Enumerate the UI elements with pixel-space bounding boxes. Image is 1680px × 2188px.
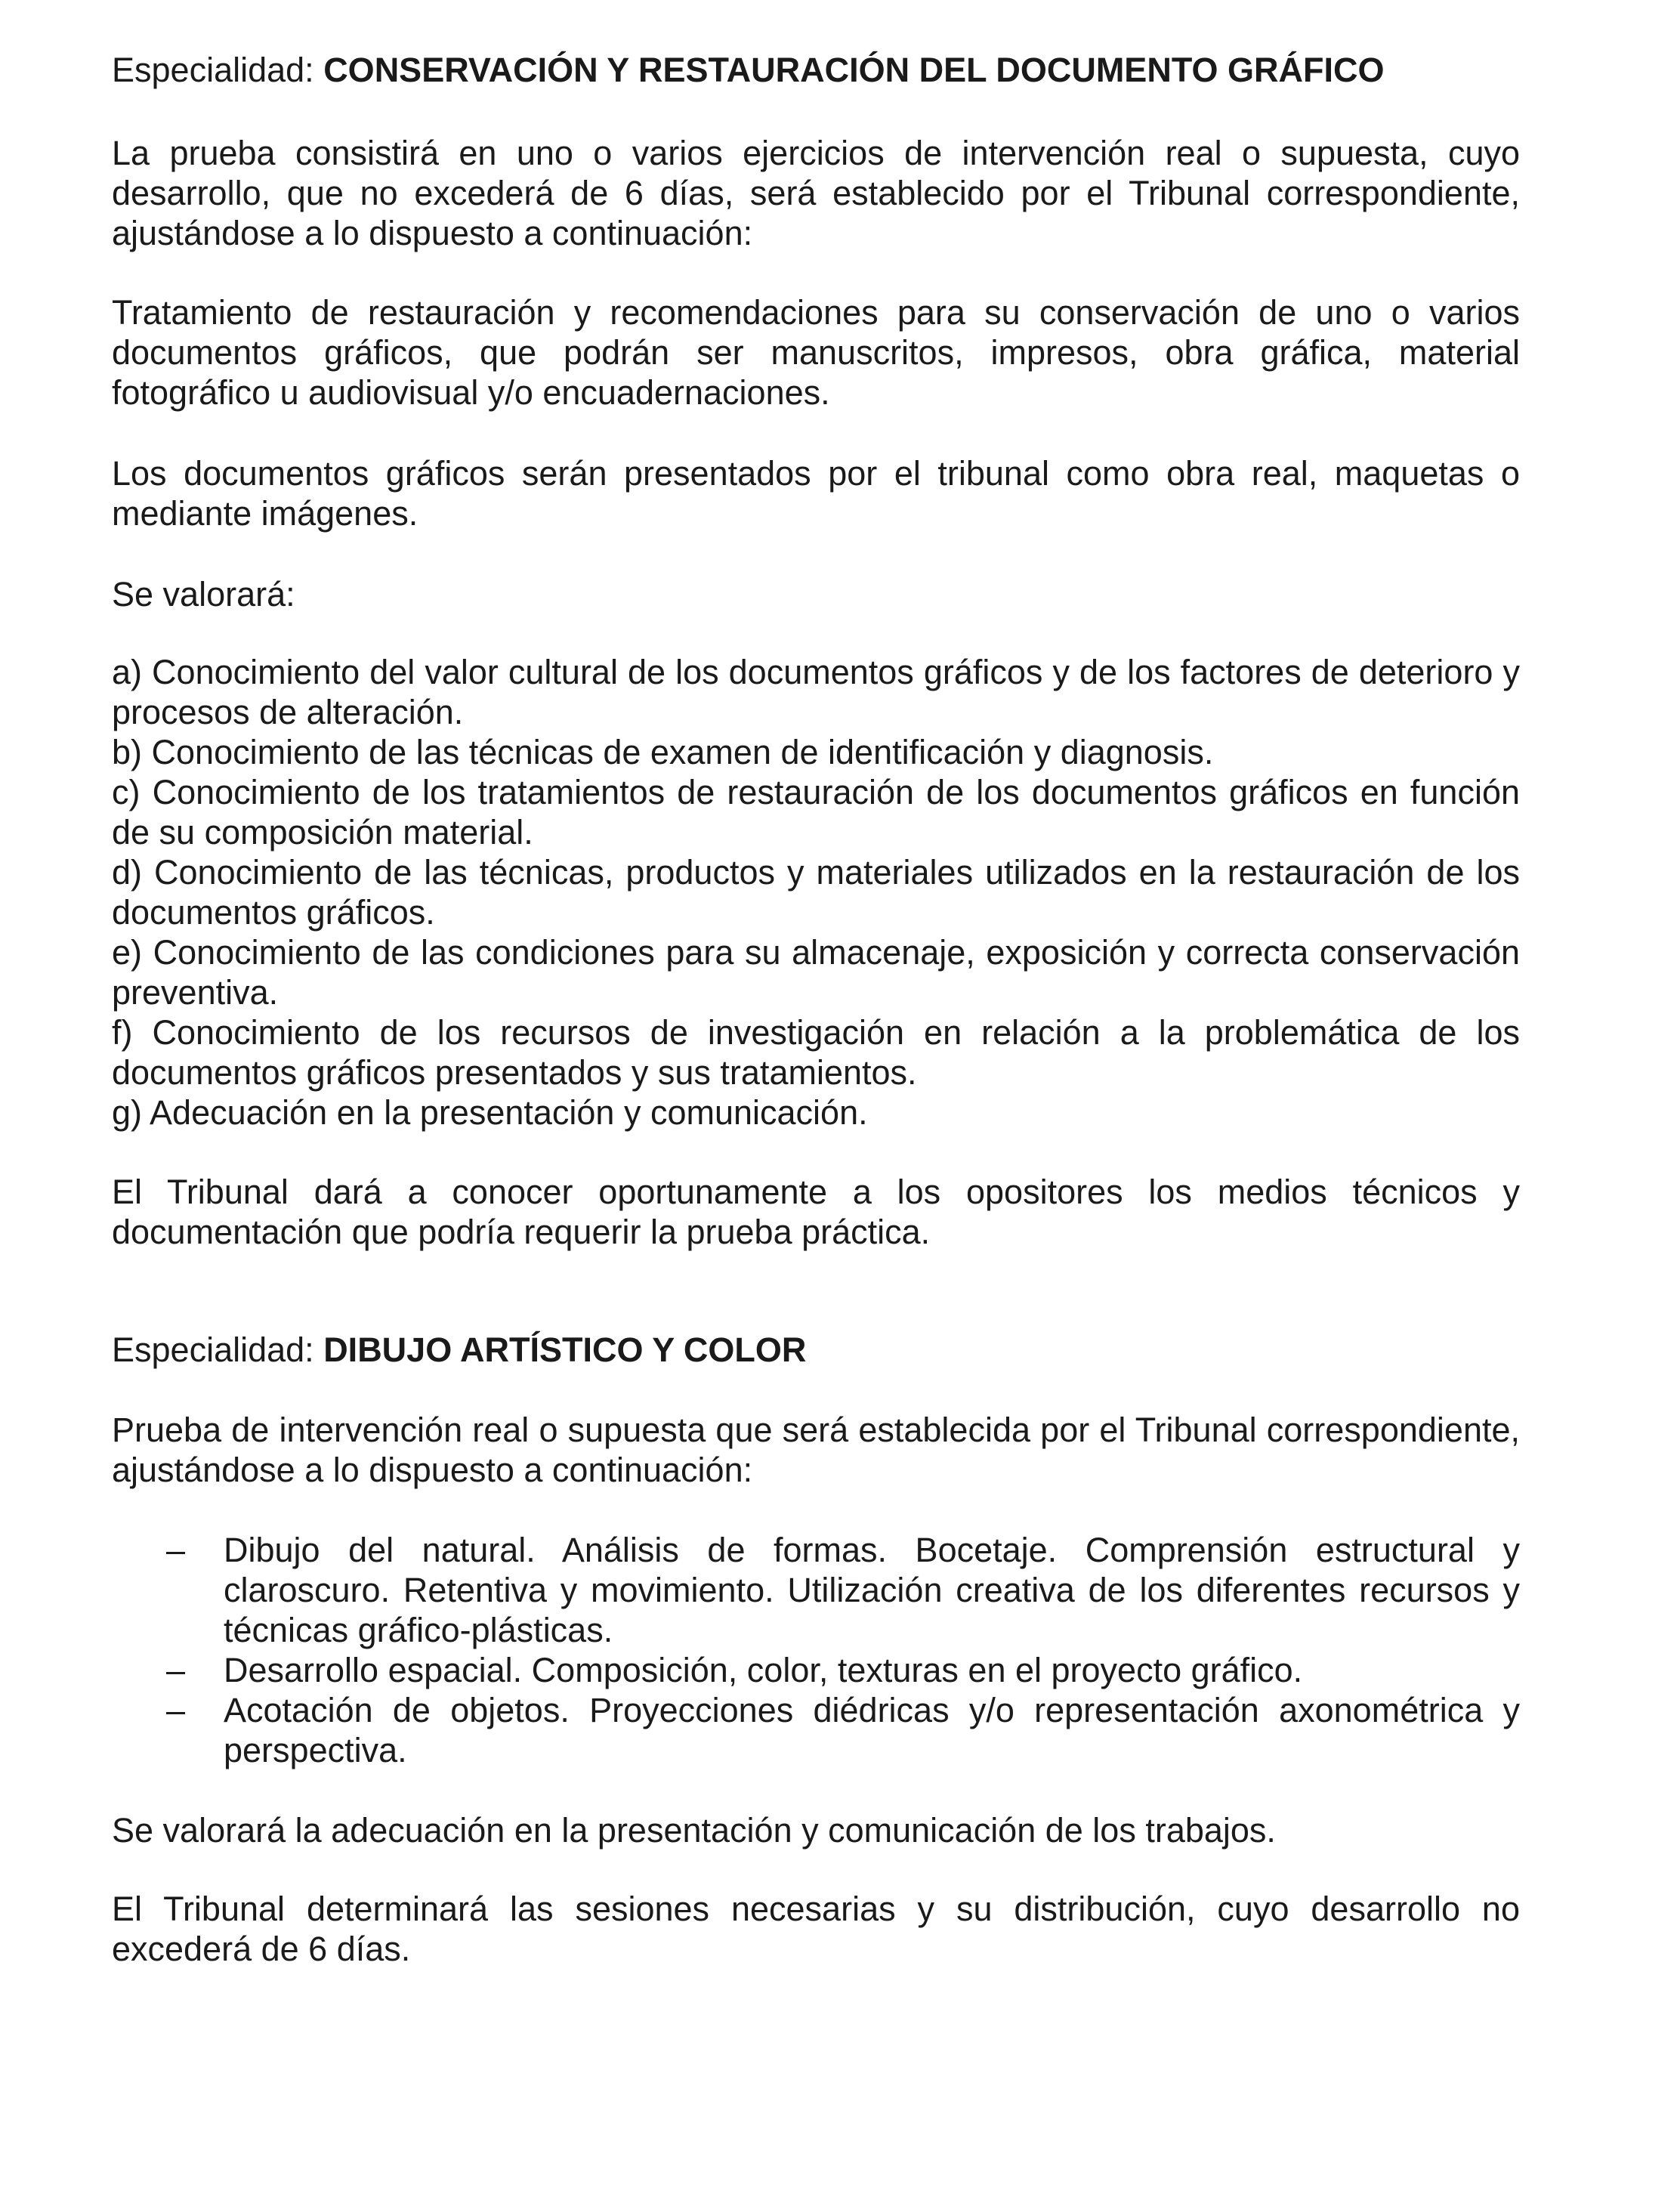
list-item: a) Conocimiento del valor cultural de los documentos gráficos y de los factores de deterioro y procesos de alteración. (112, 653, 1520, 731)
dash-bullet-icon: – (166, 1531, 186, 1569)
bullet-item (112, 1650, 1520, 1690)
list-item: e) Conocimiento de las condiciones para su almacenaje, exposición y correcta conservación preventiva. (112, 933, 1520, 1012)
bullet-text: Acotación de objetos. Proyecciones diédricas y/o representación axonométrica y perspectiva. (224, 1691, 1520, 1769)
paragraph: Prueba de intervención real o supuesta que será establecida por el Tribunal correspondiente, ajustándose a lo dispuesto a continuación: (112, 1411, 1520, 1489)
heading-label: Especialidad: (112, 51, 314, 89)
criteria-list (112, 652, 1520, 1133)
heading-title: DIBUJO ARTÍSTICO Y COLOR (323, 1330, 807, 1369)
bullet-text: Desarrollo espacial. Composición, color, texturas en el proyecto gráfico. (224, 1651, 1303, 1689)
list-item: c) Conocimiento de los tratamientos de restauración de los documentos gráficos en función de su composición material. (112, 773, 1520, 851)
paragraph: La prueba consistirá en uno o varios ejercicios de intervención real o supuesta, cuyo desarrollo, que no excederá de 6 días, será establecido por el Tribunal correspondiente, ajustándose a lo dispuesto a continuación: (112, 134, 1520, 252)
paragraph: Tratamiento de restauración y recomendaciones para su conservación de uno o varios documentos gráficos, que podrán ser manuscritos, impresos, obra gráfica, material fotográfico u audiovisual y/o encuadernaciones. (112, 293, 1520, 412)
section-heading (112, 50, 1520, 90)
bullet-item (112, 1530, 1520, 1650)
dash-bullet-icon: – (166, 1691, 186, 1729)
paragraph: Se valorará: (112, 575, 295, 613)
bullet-item (112, 1690, 1520, 1770)
list-item: b) Conocimiento de las técnicas de examen de identificación y diagnosis. (112, 733, 1214, 771)
bullet-text: Dibujo del natural. Análisis de formas. Bocetaje. Comprensión estructural y claroscuro. Retentiva y movimiento. Utilización creativa de los diferentes recursos y técnicas gráfico-plásticas. (224, 1531, 1520, 1649)
list-item: d) Conocimiento de las técnicas, productos y materiales utilizados en la restauración de los documentos gráficos. (112, 853, 1520, 932)
paragraph: El Tribunal dará a conocer oportunamente a los opositores los medios técnicos y documentación que podría requerir la prueba práctica. (112, 1173, 1520, 1251)
section-heading (112, 1330, 1520, 1370)
heading-label: Especialidad: (112, 1330, 314, 1369)
heading-title: CONSERVACIÓN Y RESTAURACIÓN DEL DOCUMENTO GRÁFICO (323, 51, 1385, 89)
list-item: f) Conocimiento de los recursos de investigación en relación a la problemática de los documentos gráficos presentados y sus tratamientos. (112, 1013, 1520, 1092)
paragraph: Los documentos gráficos serán presentados por el tribunal como obra real, maquetas o mediante imágenes. (112, 454, 1520, 533)
list-item: g) Adecuación en la presentación y comunicación. (112, 1093, 868, 1132)
paragraph: El Tribunal determinará las sesiones necesarias y su distribución, cuyo desarrollo no excederá de 6 días. (112, 1890, 1520, 1968)
paragraph: Se valorará la adecuación en la presentación y comunicación de los trabajos. (112, 1811, 1276, 1850)
dash-bullet-icon: – (166, 1651, 186, 1689)
